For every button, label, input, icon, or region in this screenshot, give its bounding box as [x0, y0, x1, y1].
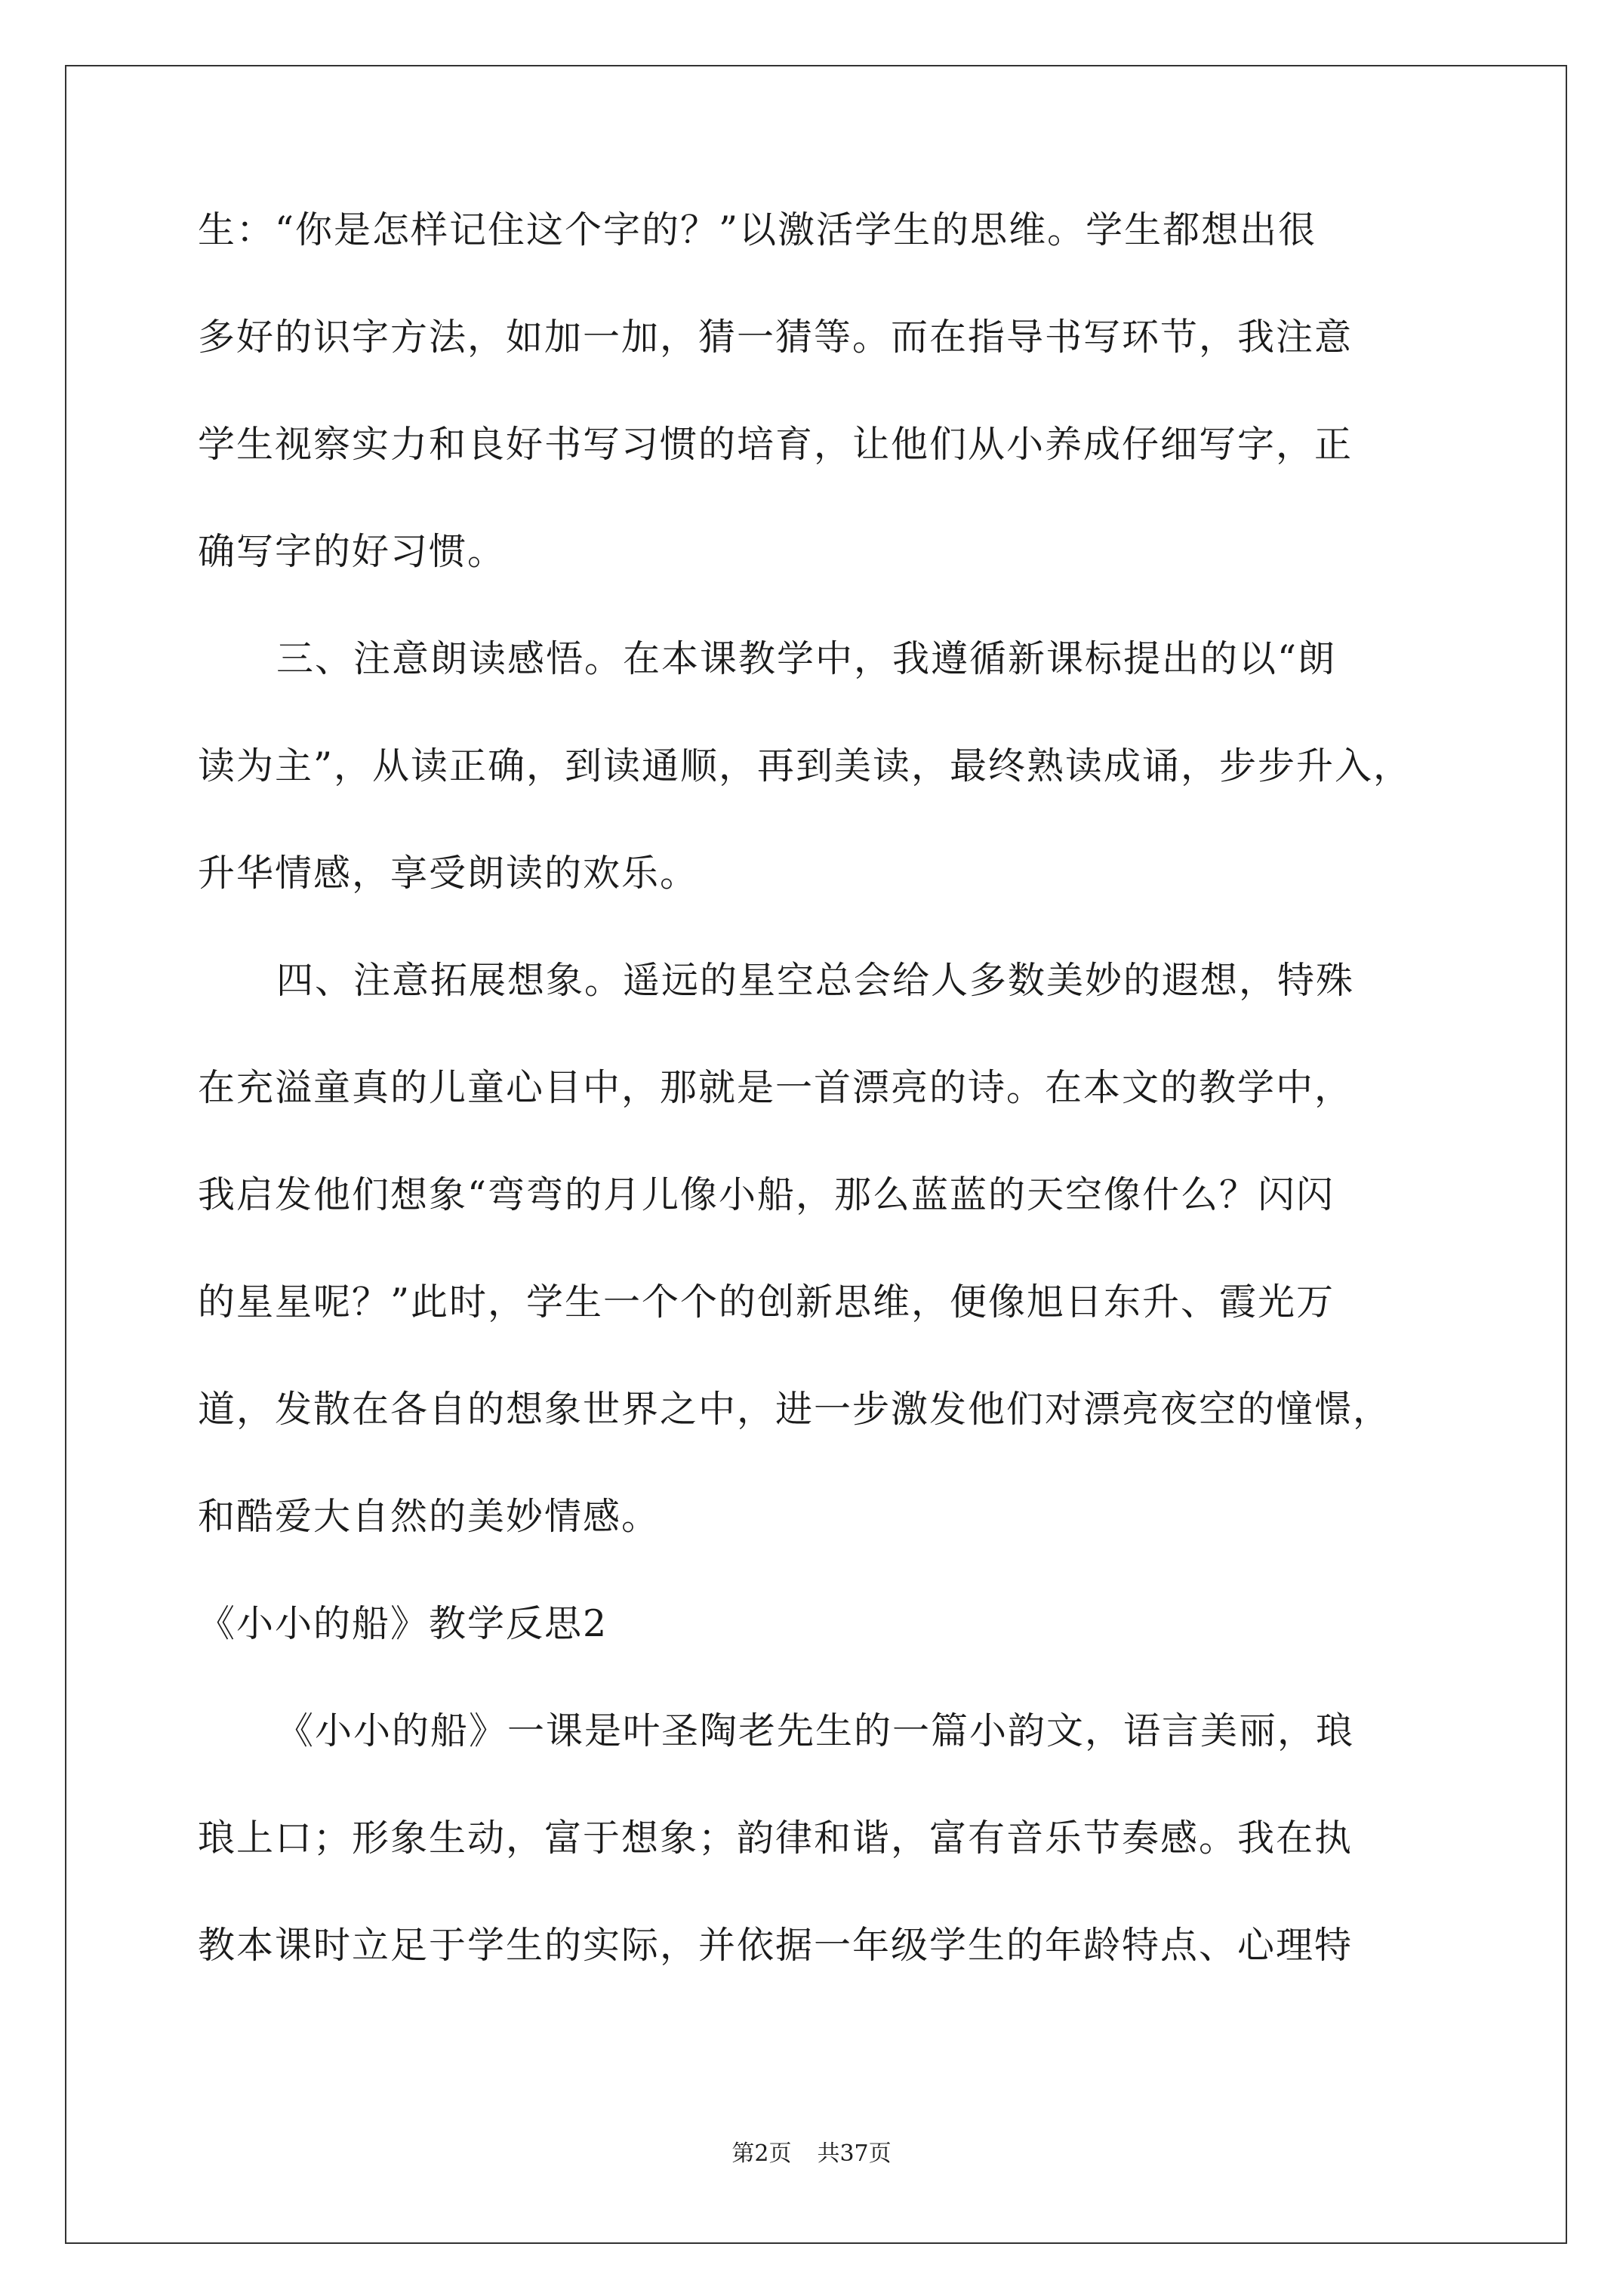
- text-line: 在充溢童真的儿童心目中，那就是一首漂亮的诗。在本文的教学中，: [198, 1066, 1354, 1109]
- text-line: 道，发散在各自的想象世界之中，进一步激发他们对漂亮夜空的憧憬，: [198, 1388, 1392, 1431]
- section-heading: 《小小的船》教学反思2: [198, 1602, 608, 1645]
- text-line: 读为主”，从读正确，到读通顺，再到美读，最终熟读成诵，步步升入，: [198, 744, 1412, 787]
- page-total: 共37页: [817, 2140, 892, 2167]
- paragraph-start-line: 三、注意朗读感悟。在本课教学中，我遵循新课标提出的以“朗: [276, 637, 1337, 680]
- text-line: 我启发他们想象“弯弯的月儿像小船，那么蓝蓝的天空像什么？闪闪: [198, 1173, 1335, 1216]
- text-line: 和酷爱大自然的美妙情感。: [198, 1495, 661, 1538]
- paragraph-start-line: 《小小的船》一课是叶圣陶老先生的一篇小韵文，语言美丽，琅: [276, 1709, 1355, 1752]
- text-line: 学生视察实力和良好书写习惯的培育，让他们从小养成仔细写字，正: [198, 423, 1354, 466]
- text-line: 升华情感，享受朗读的欢乐。: [198, 852, 699, 895]
- text-line: 生：“你是怎样记住这个字的？”以激活学生的思维。学生都想出很: [198, 208, 1317, 251]
- text-line: 确写字的好习惯。: [198, 530, 507, 573]
- page-number: 第2页: [731, 2140, 792, 2167]
- text-line: 的星星呢？”此时，学生一个个的创新思维，便像旭日东升、霞光万: [198, 1281, 1335, 1324]
- document-body: [198, 208, 1436, 2030]
- text-line: 教本课时立足于学生的实际，并依据一年级学生的年龄特点、心理特: [198, 1924, 1354, 1967]
- text-line: 琅上口；形象生动，富于想象；韵律和谐，富有音乐节奏感。我在执: [198, 1817, 1354, 1860]
- page-footer: [0, 2134, 1623, 2168]
- paragraph-start-line: 四、注意拓展想象。遥远的星空总会给人多数美妙的遐想，特殊: [276, 959, 1355, 1002]
- text-line: 多好的识字方法，如加一加，猜一猜等。而在指导书写环节，我注意: [198, 316, 1354, 359]
